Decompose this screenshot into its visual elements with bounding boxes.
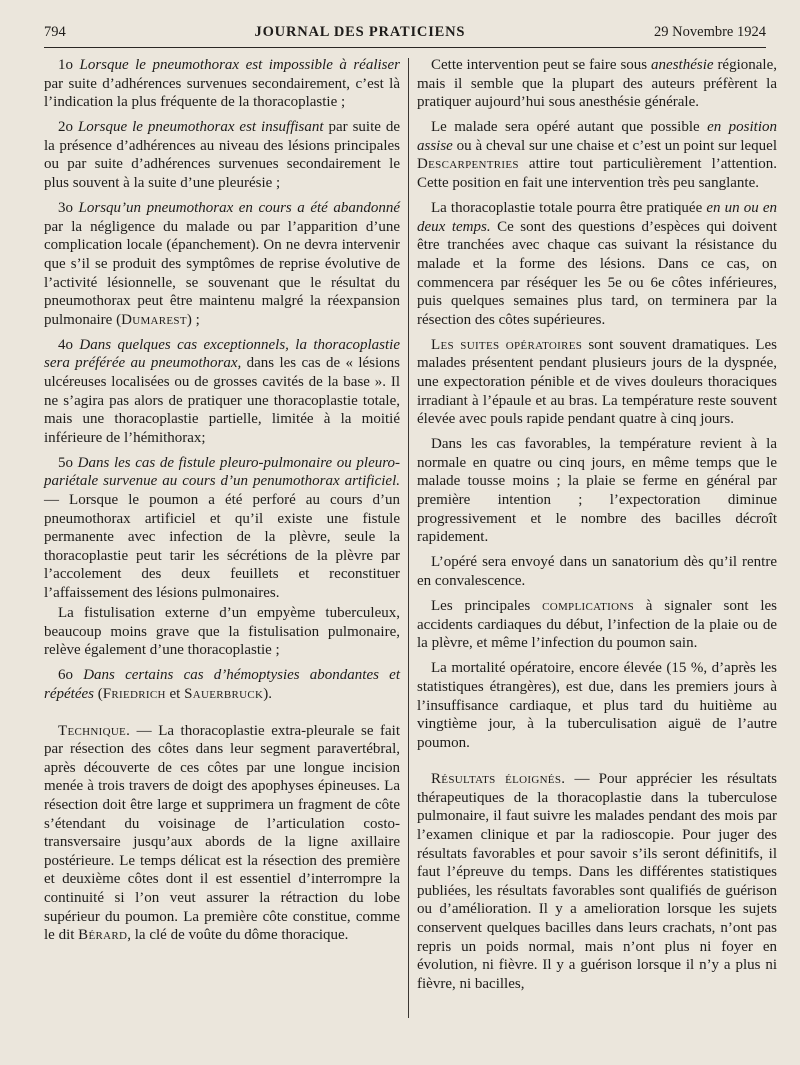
author-name: Friedrich [102, 686, 166, 702]
item-heading: Dans certains cas d’hémoptysies abondantes et répétées [44, 667, 400, 702]
emphasis: anesthésie [651, 57, 714, 73]
indication-1-paragraph [44, 56, 400, 112]
position-paragraph [417, 118, 777, 192]
page-number: 794 [44, 23, 66, 40]
paragraph-text: Cette intervention peut se faire sous [431, 57, 652, 73]
header-rule [44, 47, 766, 48]
emphasis: en un ou en deux temps. [417, 200, 777, 235]
item-number: 3o [58, 200, 73, 217]
section-heading: Résultats éloignés. [431, 771, 566, 788]
stages-paragraph [417, 199, 777, 329]
paragraph-text: — Pour apprécier les résultats thérapeutiques de la thoracoplastie dans la tuberculose pulmonaire, il faut suivre les malades pendant des mois par l’examen clinique et par la radioscopie. Pour juger des résultats favorables et pour savoir s’ils seront définitifs, il faut l’épreuve du temps. Dans les différentes statistiques publiées, les résultats favorables sont qualifiés de guérison ou d’amélioration. Il y a amelioration lorsque les sujets conservent quelques bacilles dans leurs crachats, n’ont pas repris un poids normal, mais n’ont plus ni foyer en évolution, ni fièvre. Il y a guérison lorsque il n’y a plus ni fièvre, ni bacilles, [417, 771, 778, 992]
item-heading: Lorsque le pneumothorax est impossible à réaliser [79, 57, 400, 73]
indication-6-paragraph [44, 666, 400, 703]
paragraph-text: Le malade sera opéré autant que possible [431, 119, 708, 136]
complications-paragraph [417, 597, 777, 653]
issue-date: 29 Novembre 1924 [654, 23, 766, 40]
item-text: et [165, 686, 185, 702]
item-number: 6o [58, 667, 73, 684]
author-name: Sauerbruck [184, 686, 264, 702]
author-name: Descarpentries [417, 156, 519, 173]
paragraph-text: à signaler sont les accidents cardiaques du début, l’infection de la plaie ou de la plèvre, et même l’infection du poumon sain. [417, 598, 778, 652]
author-name: Bérard [78, 927, 128, 944]
paragraph-text: attire tout particulièrement l’attention. Cette position en fait une intervention très peu sanglante. [417, 156, 777, 192]
indication-2-paragraph [44, 118, 400, 192]
technique-paragraph [44, 722, 400, 945]
item-number: 5o [58, 454, 73, 471]
item-number: 4o [58, 336, 73, 353]
item-heading: Lorsqu’un pneumothorax en cours a été abandonné [78, 200, 401, 217]
left-column [44, 56, 400, 945]
indication-3-paragraph [44, 199, 400, 329]
paragraph-text: Les principales [431, 598, 543, 615]
section-text-tail: , la clé de voûte du dôme thoracique. [127, 927, 349, 944]
indication-4-paragraph [44, 336, 400, 448]
mortality-paragraph: La mortalité opératoire, encore élevée (15 %, d’après les statistiques étrangères), est due, dans les premiers jours à l’insuffisance cardiaque, et plus tard du huitième au vingtième jour, à la tuberculisation aiguë de l’autre poumon. [417, 660, 777, 751]
paragraph-text: Ce sont des questions d’espèces qui doivent être tranchées avec chaque cas suivant la résistance du malade et la forme des lésions. Dans ce cas, on commencera par réséquer les 5e ou 6e côtes inférieures, puis quelques semaines plus tard, on terminera par la résection des côtes supérieures. [417, 218, 777, 328]
section-heading: Technique. [58, 722, 131, 739]
results-paragraph [417, 770, 777, 993]
item-text: dans les cas de « lésions ulcéreuses localisées ou de grosses cavités de la base ». Il ne s’agira pas alors de pratiquer une thoracoplastie totale, mais une thoracoplastie partielle, limitée à la moitié inférieure de l’hémithorax; [44, 355, 400, 446]
journal-title: JOURNAL DES PRATICIENS [254, 23, 466, 40]
right-column [417, 56, 777, 993]
sanatorium-paragraph: L’opéré sera envoyé dans un sanatorium dès qu’il rentre en convalescence. [417, 554, 777, 589]
item-text: par suite de la présence d’adhérences au niveau des lésions principales ou par suite d’adhérences survenues secondairement le plus souvent à la suite d’une pleurésie ; [44, 119, 401, 192]
item-number: 1o [58, 57, 73, 73]
anesthesia-paragraph [417, 56, 777, 112]
section-heading: complications [542, 598, 634, 615]
column-divider [408, 58, 409, 1018]
paragraph-text: ou à cheval sur une chaise et c’est un point sur lequel [452, 137, 777, 154]
emphasis: en position assise [417, 119, 778, 154]
empyema-paragraph: La fistulisation externe d’un empyème tuberculeux, beaucoup moins grave que la fistulisation pulmonaire, relève également d’une thoracoplastie ; [44, 605, 400, 659]
author-name: Dumarest [121, 311, 187, 328]
paragraph-text: régionale, mais il semble que la plupart des auteurs préfèrent la pratiquer aujourd’hui sous anesthésie générale. [417, 57, 777, 111]
indication-5-paragraph [44, 454, 400, 603]
item-heading: Lorsque le pneumothorax est insuffisant [77, 119, 324, 136]
item-text: par suite d’adhérences survenues secondairement, c’est là l’indication la plus fréquente de la thoracoplastie ; [44, 75, 400, 111]
section-text: — La thoracoplastie extra-pleurale se fait par résection des côtes dans leur segment paravertébral, après découverte de ces côtes par une longue incision menée à trois travers de doigt des apophyses épineuses. La résection doit être large et supprimera un fragment de côte s’étendant du voisinage de l’articulation costo-transversaire jusqu’aux abords de la ligne axillaire postérieure. Le temps délicat est la résection des première et deuxième côtes dont il est essentiel d’interrompre la continuité si l’on veut assurer la rétraction du lobe supérieur du poumon. La première côte constitue, comme le dit [44, 722, 400, 944]
paragraph-text: La thoracoplastie totale pourra être pratiquée [431, 200, 707, 217]
favorable-cases-paragraph: Dans les cas favorables, la température revient à la normale en quatre ou cinq jours, en même temps que le malade tousse moins ; la plaie se ferme en général par première intention ; l’expectoration diminue progressivement et le nombre des bacilles décroît rapidement. [417, 436, 777, 546]
item-text-tail: ). [263, 686, 272, 702]
item-heading: Dans quelques cas exceptionnels, la thoracoplastie sera préférée au pneumothorax, [44, 336, 400, 372]
item-heading: Dans les cas de fistule pleuro-pulmonaire ou pleuro-pariétale survenue au cours d’un penumothorax artificiel. [44, 454, 401, 490]
item-text: ( [93, 686, 103, 702]
item-text-tail: ) ; [186, 311, 200, 328]
item-number: 2o [58, 119, 73, 136]
section-heading: Les suites opératoires [431, 336, 583, 353]
item-text: par la négligence du malade ou par l’apparition d’une complication locale (épanchement). On ne devra intervenir que s’il se produit des symptômes de reprise évolutive de l’activité lésionnelle, se souvenant que le résultat du pneumothorax peut être maintenu malgré la réexpansion pulmonaire ( [44, 218, 400, 328]
running-header [44, 20, 766, 44]
paragraph-text: sont souvent dramatiques. Les malades présentent pendant plusieurs jours de la dyspnée, une expectoration pénible et de vives douleurs thoraciques irradiant à l’épaule et au bras. La température reste souvent élevée avec pouls rapide pendant quatre à cinq jours. [417, 336, 777, 428]
postoperative-paragraph [417, 336, 777, 429]
item-text: — Lorsque le poumon a été perforé au cours d’un pneumothorax artificiel et qu’il existe une fistule permanente avec infection de la plèvre, seule la thoracoplastie peut tarir les sécrétions de la plèvre par l’accolement des deux feuillets et reconstituer l’affaissement des lésions pulmonaires. [44, 492, 400, 602]
